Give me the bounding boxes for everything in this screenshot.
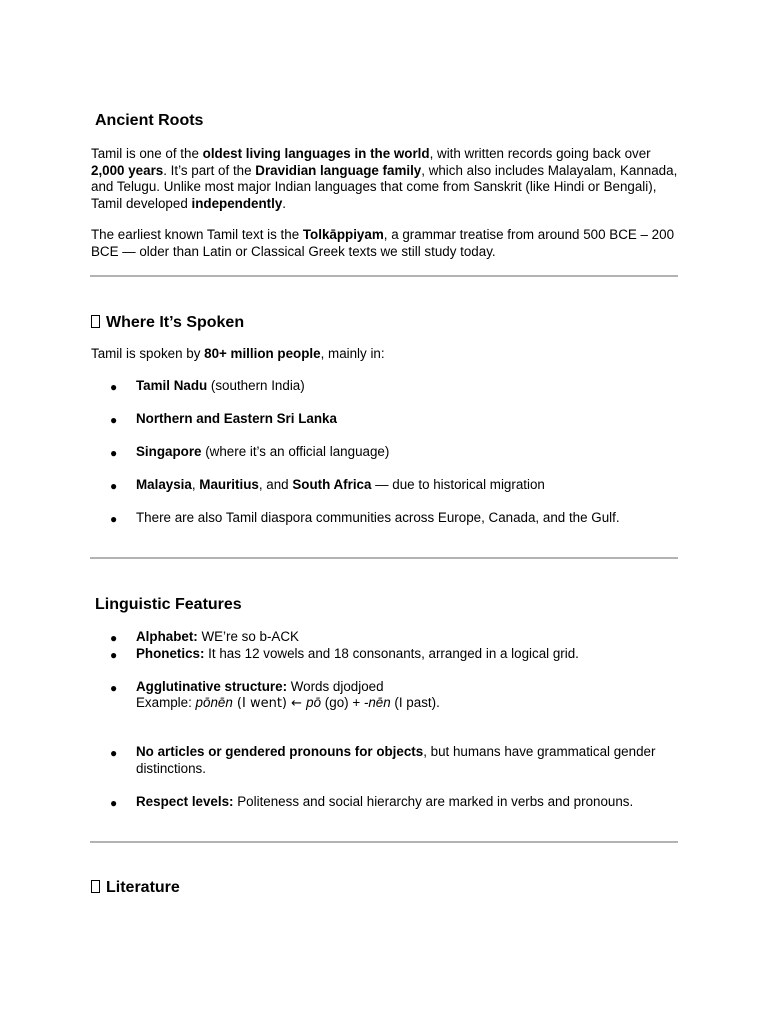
heading-text: Where It’s Spoken xyxy=(106,314,245,331)
bullet-icon: ● xyxy=(110,446,118,460)
text-run: . xyxy=(282,195,287,211)
list-item-tamil-nadu xyxy=(136,378,681,395)
section-divider xyxy=(90,841,678,843)
text-run: Tolkāppiyam xyxy=(302,227,384,242)
text-run: Singapore xyxy=(136,444,202,459)
text-run: Alphabet: xyxy=(136,629,198,644)
text-run: 2,000 years xyxy=(91,162,164,178)
bullet-icon: ● xyxy=(110,512,118,526)
text-run: 80+ million people xyxy=(204,346,321,361)
text-run: (go) + xyxy=(321,695,364,710)
heading-where-spoken xyxy=(91,313,244,333)
bullet-icon: ● xyxy=(110,648,118,662)
paragraph-origins xyxy=(91,146,681,212)
text-run: . It’s part of the xyxy=(163,162,256,178)
text-run: Politeness and social hierarchy are marked in verbs and pronouns. xyxy=(233,794,634,809)
text-run: Tamil is spoken by xyxy=(91,346,205,361)
text-run: WE’re so b-ACK xyxy=(197,629,299,644)
heading-linguistic-features xyxy=(95,595,242,615)
text-run: Tamil Nadu xyxy=(136,378,208,393)
bullet-icon: ● xyxy=(110,479,118,493)
text-run: (I past). xyxy=(390,695,440,710)
heading-text: Literature xyxy=(106,879,180,896)
text-run: — due to historical migration xyxy=(371,477,545,492)
text-run: It has 12 vowels and 18 consonants, arranged in a logical grid. xyxy=(204,646,579,661)
bullet-icon: ● xyxy=(110,746,118,760)
text-run: , but humans have grammatical gender distinctions. xyxy=(136,744,656,776)
text-run: Northern and Eastern Sri Lanka xyxy=(136,411,337,426)
text-run: , mainly in: xyxy=(320,346,385,361)
heading-literature xyxy=(91,878,180,898)
list-item-respect xyxy=(136,794,681,811)
text-run: (I went) ← xyxy=(232,696,307,711)
missing-glyph-icon xyxy=(91,880,100,893)
text-run: Malaysia xyxy=(136,477,192,492)
text-run: No articles or gendered pronouns for objects xyxy=(136,744,424,759)
paragraph-tolkappiyam xyxy=(91,227,681,260)
bullet-icon: ● xyxy=(110,413,118,427)
text-run: Respect levels: xyxy=(136,794,234,809)
text-run: pō xyxy=(306,695,322,710)
text-run: Phonetics: xyxy=(136,646,205,661)
text-run: , with written records going back over xyxy=(429,146,651,161)
bullet-icon: ● xyxy=(110,796,118,810)
list-item-singapore xyxy=(136,444,681,461)
heading-text: Ancient Roots xyxy=(95,112,204,129)
text-run: Words djodjoed xyxy=(287,679,384,694)
text-run: -nēn xyxy=(363,695,391,710)
list-item-articles xyxy=(136,744,681,777)
text-run: There are also Tamil diaspora communities across Europe, Canada, and the Gulf. xyxy=(136,510,620,525)
text-run: The earliest known Tamil text is the xyxy=(91,227,303,242)
example-line xyxy=(136,695,681,713)
text-run: , and xyxy=(258,477,293,492)
text-run: Mauritius xyxy=(199,477,259,492)
text-run: Tamil is one of the xyxy=(91,146,203,161)
text-run: oldest living languages in the world xyxy=(202,146,430,161)
text-run: independently xyxy=(191,195,283,211)
text-run: , which also includes Malayalam, Kannada, and Telugu. Unlike most major Indian languages that come from Sanskrit (like Hindi or Bengali), Tamil developed xyxy=(91,162,678,211)
section-divider xyxy=(90,557,678,559)
section-divider xyxy=(90,275,678,277)
bullet-icon: ● xyxy=(110,631,118,645)
text-run: Agglutinative structure: xyxy=(136,679,288,694)
missing-glyph-icon xyxy=(91,315,100,328)
list-item-agglutinative xyxy=(136,679,681,696)
heading-text: Linguistic Features xyxy=(95,596,242,613)
text-run: (where it’s an official language) xyxy=(201,444,390,459)
text-run: (southern India) xyxy=(207,378,305,393)
list-item-alphabet xyxy=(136,629,681,646)
text-run: South Africa xyxy=(292,477,372,492)
text-run: , xyxy=(191,477,200,492)
text-run: pōnēn xyxy=(195,695,233,710)
text-run: Dravidian language family xyxy=(255,162,422,178)
list-item-migration xyxy=(136,477,681,494)
list-item-sri-lanka xyxy=(136,411,681,428)
text-run: Example: xyxy=(136,695,196,710)
bullet-icon: ● xyxy=(110,380,118,394)
paragraph-speakers xyxy=(91,346,681,363)
text-run: , a grammar treatise from around 500 BCE – 200 BCE — older than Latin or Classical Greek texts we still study today. xyxy=(91,227,675,259)
list-item-diaspora xyxy=(136,510,681,527)
heading-ancient-roots xyxy=(95,111,203,131)
bullet-icon: ● xyxy=(110,681,118,695)
list-item-phonetics xyxy=(136,646,681,663)
